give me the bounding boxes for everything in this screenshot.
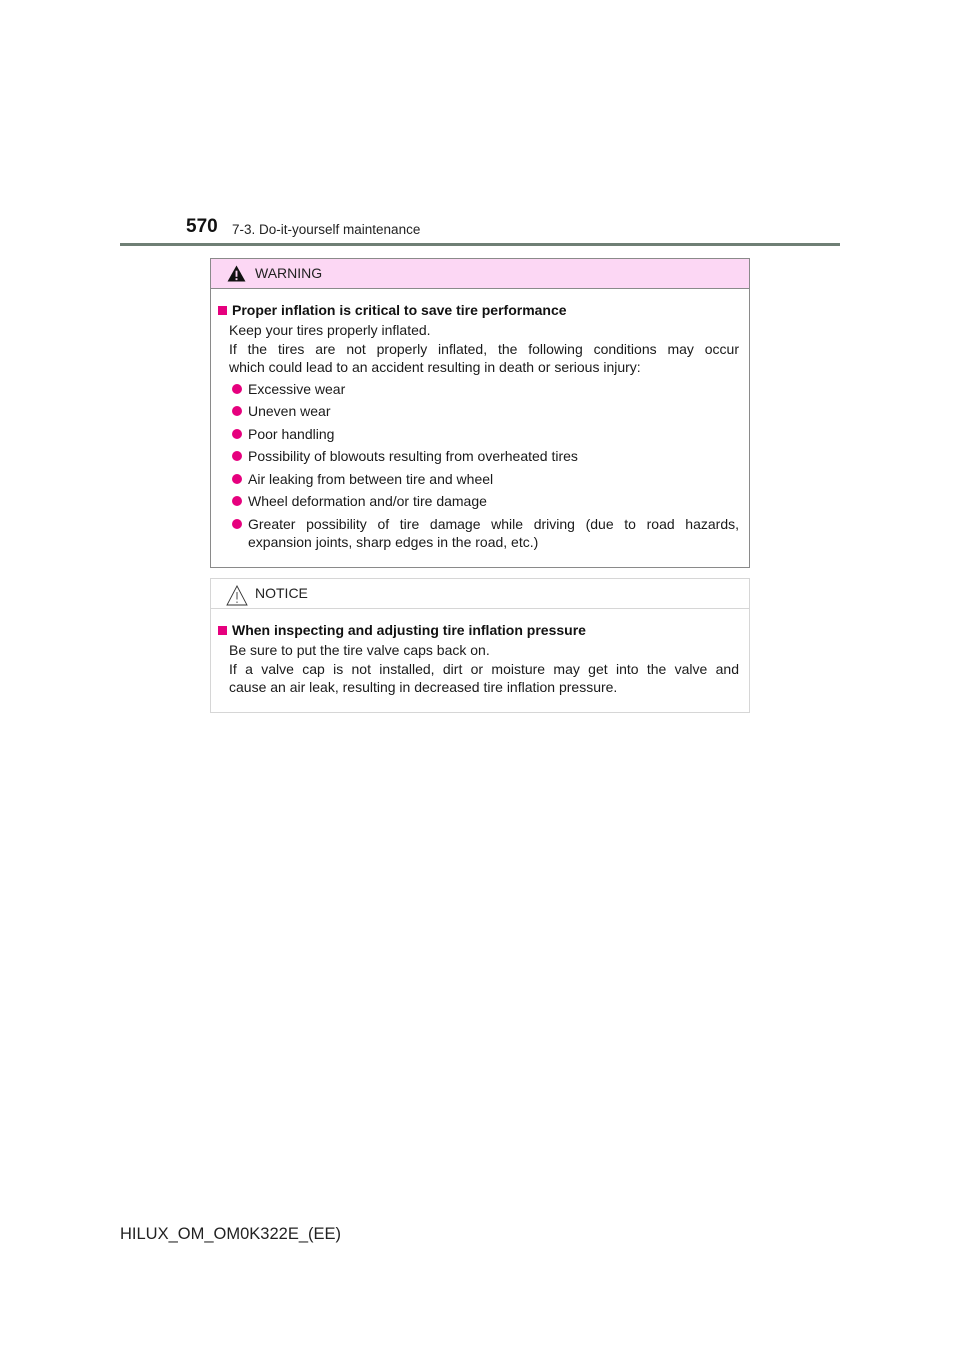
warning-label: WARNING — [255, 265, 323, 281]
list-item-text: Possibility of blowouts resulting from overheated tires — [248, 448, 578, 464]
circle-bullet-icon — [232, 451, 242, 461]
circle-bullet-icon — [232, 474, 242, 484]
list-item — [231, 425, 739, 444]
notice-body — [211, 609, 749, 697]
page-number: 570 — [186, 216, 218, 237]
notice-line: Be sure to put the tire valve caps back on. — [229, 642, 490, 658]
warning-intro-line: Keep your tires properly inflated. — [229, 322, 431, 338]
notice-label: NOTICE — [255, 585, 308, 601]
circle-bullet-icon — [232, 406, 242, 416]
list-item — [231, 447, 739, 466]
notice-box — [210, 578, 750, 713]
notice-heading — [217, 621, 739, 639]
list-item-text: Uneven wear — [248, 403, 331, 419]
warning-heading-text: Proper inflation is critical to save tire performance — [232, 302, 567, 318]
notice-header — [211, 579, 749, 609]
warning-intro-line: which could lead to an accident resulting in death or serious injury: — [229, 359, 641, 375]
notice-line: cause an air leak, resulting in decreased tire inflation pressure. — [229, 679, 618, 695]
list-item — [231, 402, 739, 421]
circle-bullet-icon — [232, 429, 242, 439]
header-divider — [120, 243, 840, 246]
list-item — [231, 492, 739, 511]
warning-intro-line: If the tires are not properly inflated, the following conditions may occur — [229, 340, 739, 357]
circle-bullet-icon — [232, 519, 242, 529]
list-item-text: Air leaking from between tire and wheel — [248, 470, 494, 487]
warning-header — [211, 259, 749, 289]
notice-triangle-icon — [226, 585, 248, 606]
document-code: HILUX_OM_OM0K322E_(EE) — [120, 1225, 342, 1243]
square-bullet-icon — [218, 306, 227, 315]
list-item — [231, 470, 739, 489]
warning-conditions-list — [217, 380, 739, 552]
warning-body — [211, 289, 749, 552]
warning-triangle-icon — [227, 265, 246, 282]
square-bullet-icon — [218, 626, 227, 635]
warning-box — [210, 258, 750, 568]
list-item — [231, 515, 739, 552]
warning-heading — [217, 301, 739, 319]
notice-heading-text: When inspecting and adjusting tire inflation pressure — [232, 622, 586, 638]
circle-bullet-icon — [232, 496, 242, 506]
warning-intro — [229, 321, 739, 377]
notice-text — [229, 641, 739, 697]
list-item-text: Excessive wear — [248, 380, 346, 397]
circle-bullet-icon — [232, 384, 242, 394]
list-item-text: Wheel deformation and/or tire damage — [248, 493, 487, 509]
section-title: 7-3. Do-it-yourself maintenance — [232, 222, 421, 237]
notice-line: If a valve cap is not installed, dirt or moisture may get into the valve and — [229, 660, 739, 677]
list-item-text: Poor handling — [248, 425, 335, 442]
list-item-text: Greater possibility of tire damage while driving (due to road hazards, expansion joints, sharp edges in the road, etc.) — [248, 515, 739, 550]
list-item — [231, 380, 739, 399]
